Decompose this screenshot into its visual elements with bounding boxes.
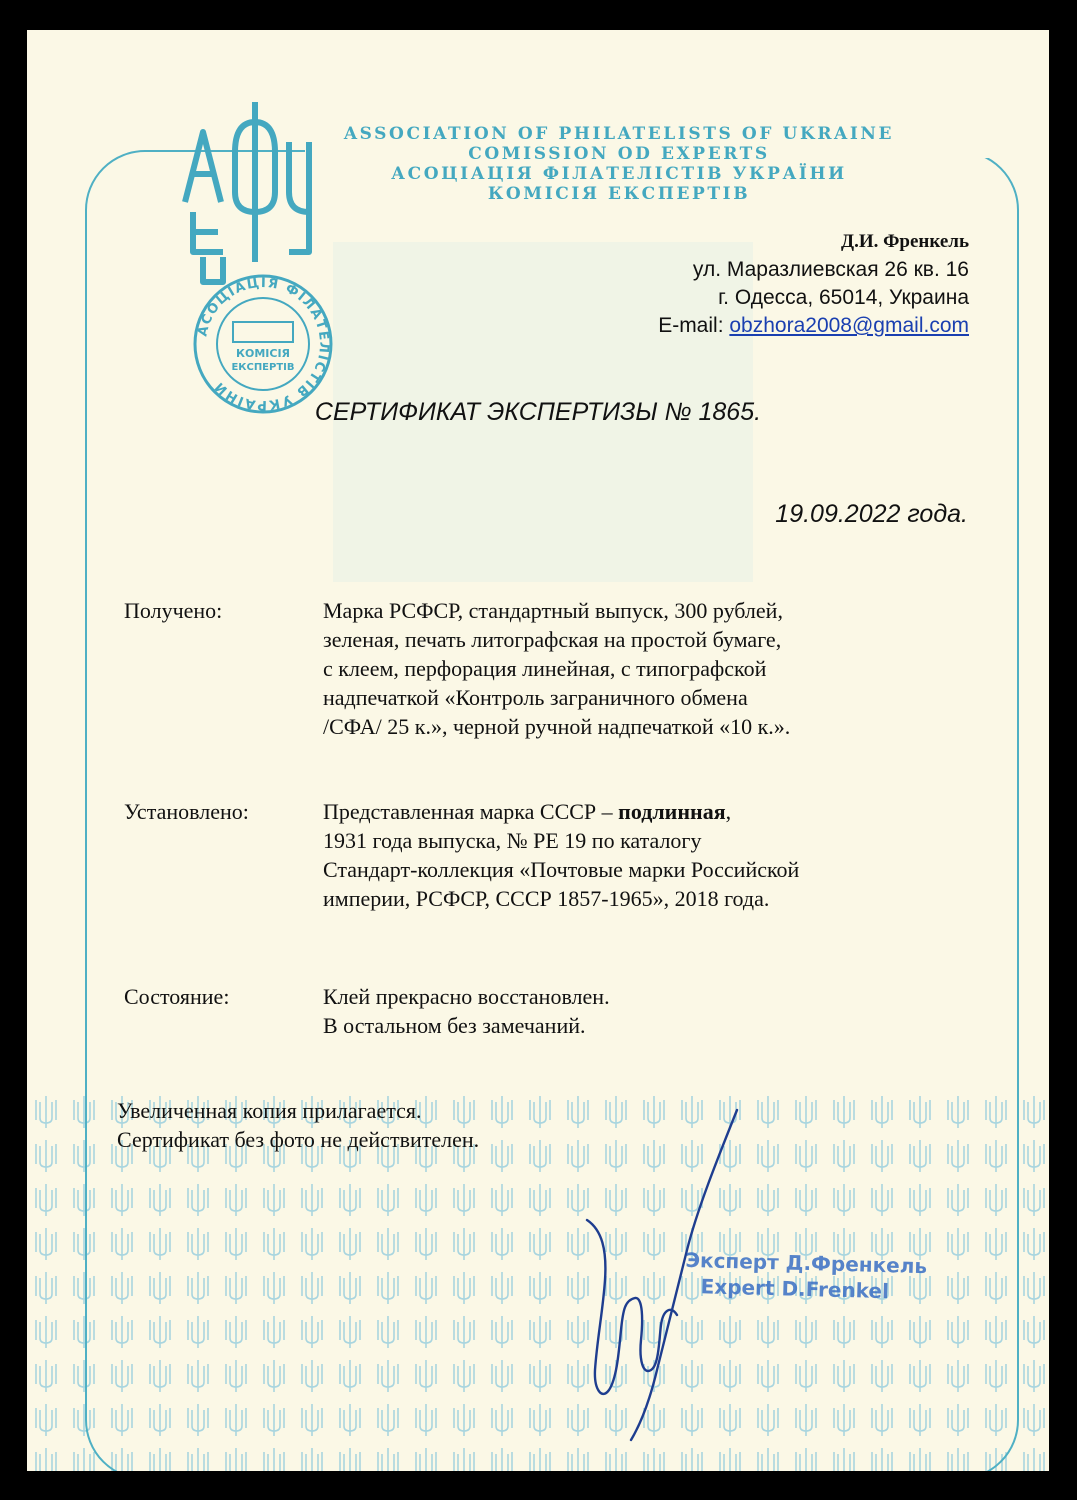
expert-stamp: [684, 1247, 927, 1305]
received-line: с клеем, перфорация линейная, с типографской: [323, 656, 767, 681]
address-street: ул. Маразлиевская 26 кв. 16: [692, 258, 969, 281]
condition-text: [323, 982, 983, 1040]
address-email-row: [658, 312, 969, 340]
established-prefix: Представленная марка СССР –: [323, 799, 619, 824]
established-text: [323, 797, 983, 913]
header-line-1: ASSOCIATION OF PHILATELISTS OF UKRAINE: [343, 124, 895, 144]
header-line-2: COMISSION OD EXPERTS: [468, 144, 770, 164]
received-line: /СФА/ 25 к.», черной ручной надпечаткой «10 к.».: [323, 714, 791, 739]
seal-center-line1: КОМІСІЯ: [235, 347, 291, 360]
certificate-page: [27, 30, 1049, 1471]
notes-block: [117, 1096, 479, 1154]
established-line: империи, РСФСР, СССР 1857-1965», 2018 года.: [323, 886, 770, 911]
authentic-verdict: подлинная: [618, 799, 726, 824]
established-line: [323, 797, 983, 826]
received-label: Получено:: [124, 598, 223, 623]
established-line: 1931 года выпуска, № РЕ 19 по каталогу: [323, 828, 702, 853]
header-line-4: КОМІСІЯ ЕКСПЕРТІВ: [487, 184, 751, 204]
established-suffix: ,: [725, 799, 732, 824]
stamp-line-1: Эксперт Д.Френкель: [685, 1247, 928, 1279]
note-line: Сертификат без фото не действителен.: [117, 1127, 480, 1152]
stamp-line-2: Expert D.Frenkel: [700, 1274, 890, 1304]
condition-line: Клей прекрасно восстановлен.: [323, 984, 610, 1009]
received-text: [323, 596, 983, 741]
expert-address-block: [658, 228, 969, 340]
email-label: E-mail:: [658, 314, 724, 337]
association-header: [299, 124, 939, 204]
received-line: зеленая, печать литографская на простой бумаге,: [323, 627, 782, 652]
established-label: Установлено:: [124, 799, 249, 824]
received-line: Марка РСФСР, стандартный выпуск, 300 рублей,: [323, 598, 783, 623]
condition-line: В остальном без замечаний.: [323, 1013, 586, 1038]
received-line: надпечаткой «Контроль заграничного обмена: [323, 685, 748, 710]
certificate-title: СЕРТИФИКАТ ЭКСПЕРТИЗЫ № 1865.: [314, 398, 762, 426]
email-link[interactable]: obzhora2008@gmail.com: [729, 314, 969, 337]
certificate-date: 19.09.2022 года.: [775, 500, 968, 528]
established-line: Стандарт-коллекция «Почтовые марки Российской: [323, 857, 800, 882]
header-line-3: АСОЦІАЦІЯ ФІЛАТЕЛІСТІВ УКРАЇНИ: [391, 164, 847, 184]
condition-label: Состояние:: [124, 984, 230, 1009]
note-line: Увеличенная копия прилагается.: [117, 1098, 422, 1123]
expert-name: Д.И. Френкель: [841, 231, 969, 252]
seal-ring-text: АСОЦІАЦІЯ ФІЛАТЕЛІСТІВ УКРАЇНИ: [195, 275, 332, 413]
address-city: г. Одесса, 65014, Украина: [718, 286, 969, 309]
seal-center-line2: ЕКСПЕРТІВ: [231, 362, 295, 373]
